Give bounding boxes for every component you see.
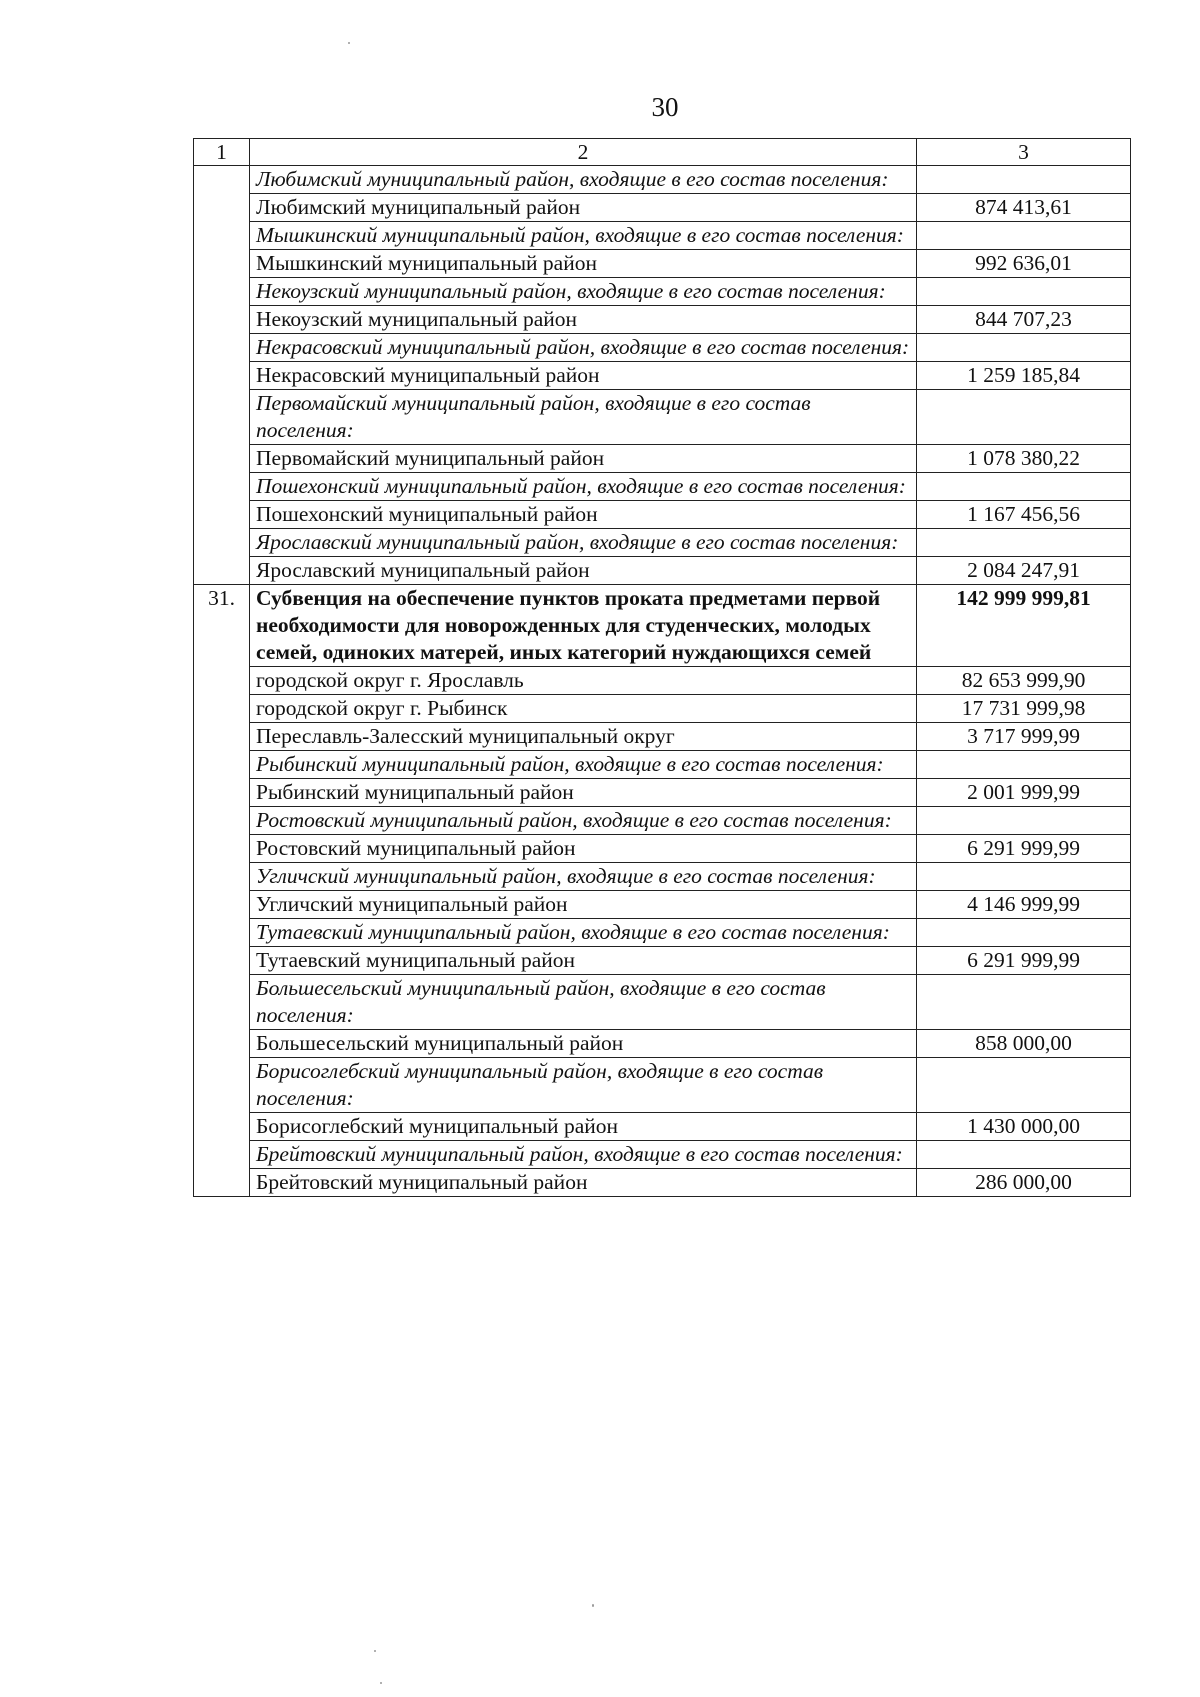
district-name: Переславль-Залесский муниципальный округ [250,723,917,751]
district-name: Ростовский муниципальный район [250,835,917,863]
district-name: городской округ г. Ярославль [250,667,917,695]
section-title: Субвенция на обеспечение пунктов проката предметами первой необходимости для новорожденных для студенческих, молодых семей, одиноких матерей, иных категорий нуждающихся семей [250,585,917,667]
group-row [194,166,1131,194]
group-row [194,751,1131,779]
empty-value-cell [917,863,1131,891]
district-value: 844 707,23 [917,306,1131,334]
group-label: Ярославский муниципальный район, входящие в его состав поселения: [250,529,917,557]
group-row [194,807,1131,835]
empty-value-cell [917,222,1131,250]
district-row [194,557,1131,585]
district-name: Пошехонский муниципальный район [250,501,917,529]
group-label: Пошехонский муниципальный район, входящие в его состав поселения: [250,473,917,501]
district-value: 82 653 999,90 [917,667,1131,695]
empty-value-cell [917,807,1131,835]
group-row [194,1141,1131,1169]
district-value: 858 000,00 [917,1030,1131,1058]
district-value: 1 259 185,84 [917,362,1131,390]
group-row [194,975,1131,1030]
empty-value-cell [917,1058,1131,1113]
district-row [194,891,1131,919]
section-number: 31. [194,585,250,1197]
empty-value-cell [917,919,1131,947]
district-row [194,445,1131,473]
district-value: 3 717 999,99 [917,723,1131,751]
district-name: Большесельский муниципальный район [250,1030,917,1058]
district-row [194,835,1131,863]
section-total: 142 999 999,81 [917,585,1131,667]
district-value: 2 001 999,99 [917,779,1131,807]
header-cell-2: 2 [250,139,917,166]
district-row [194,306,1131,334]
empty-value-cell [917,166,1131,194]
empty-value-cell [917,390,1131,445]
district-value: 874 413,61 [917,194,1131,222]
empty-value-cell [917,975,1131,1030]
group-row [194,529,1131,557]
district-name: Рыбинский муниципальный район [250,779,917,807]
district-row [194,501,1131,529]
subsidy-table [193,138,1131,1197]
header-cell-3: 3 [917,139,1131,166]
district-value: 992 636,01 [917,250,1131,278]
header-cell-1: 1 [194,139,250,166]
district-row [194,194,1131,222]
group-row [194,278,1131,306]
district-value: 6 291 999,99 [917,835,1131,863]
district-row [194,947,1131,975]
group-label: Первомайский муниципальный район, входящие в его состав поселения: [250,390,917,445]
section-title-row [194,585,1131,667]
district-name: Тутаевский муниципальный район [250,947,917,975]
group-label: Некрасовский муниципальный район, входящие в его состав поселения: [250,334,917,362]
group-label: Борисоглебский муниципальный район, входящие в его состав поселения: [250,1058,917,1113]
empty-value-cell [917,529,1131,557]
scan-speck [592,1604,594,1607]
district-name: Первомайский муниципальный район [250,445,917,473]
district-row [194,1113,1131,1141]
group-label: Некоузский муниципальный район, входящие в его состав поселения: [250,278,917,306]
district-row [194,250,1131,278]
district-name: Некрасовский муниципальный район [250,362,917,390]
empty-value-cell [917,751,1131,779]
group-label: Тутаевский муниципальный район, входящие в его состав поселения: [250,919,917,947]
district-name: Угличский муниципальный район [250,891,917,919]
table-header-row [194,139,1131,166]
district-row [194,723,1131,751]
group-label: Брейтовский муниципальный район, входящие в его состав поселения: [250,1141,917,1169]
district-value: 4 146 999,99 [917,891,1131,919]
district-value: 1 167 456,56 [917,501,1131,529]
empty-value-cell [917,334,1131,362]
district-value: 1 078 380,22 [917,445,1131,473]
empty-value-cell [917,278,1131,306]
group-row [194,473,1131,501]
district-name: Некоузский муниципальный район [250,306,917,334]
scan-speck [348,42,350,44]
district-value: 286 000,00 [917,1169,1131,1197]
district-name: Любимский муниципальный район [250,194,917,222]
scan-speck [374,1650,376,1652]
district-name: Борисоглебский муниципальный район [250,1113,917,1141]
district-row [194,667,1131,695]
scan-speck [380,1682,382,1684]
district-value: 17 731 999,98 [917,695,1131,723]
group-label: Любимский муниципальный район, входящие в его состав поселения: [250,166,917,194]
district-row [194,362,1131,390]
section-number-cell [194,166,250,585]
group-label: Большесельский муниципальный район, входящие в его состав поселения: [250,975,917,1030]
district-value: 2 084 247,91 [917,557,1131,585]
group-label: Рыбинский муниципальный район, входящие в его состав поселения: [250,751,917,779]
district-row [194,1030,1131,1058]
district-name: Мышкинский муниципальный район [250,250,917,278]
district-row [194,695,1131,723]
district-value: 1 430 000,00 [917,1113,1131,1141]
group-label: Угличский муниципальный район, входящие в его состав поселения: [250,863,917,891]
district-value: 6 291 999,99 [917,947,1131,975]
group-row [194,919,1131,947]
group-label: Мышкинский муниципальный район, входящие в его состав поселения: [250,222,917,250]
group-row [194,863,1131,891]
page-number: 30 [651,92,679,122]
group-row [194,1058,1131,1113]
district-name: городской округ г. Рыбинск [250,695,917,723]
district-row [194,1169,1131,1197]
district-row [194,779,1131,807]
group-label: Ростовский муниципальный район, входящие в его состав поселения: [250,807,917,835]
district-name: Брейтовский муниципальный район [250,1169,917,1197]
empty-value-cell [917,473,1131,501]
district-name: Ярославский муниципальный район [250,557,917,585]
group-row [194,222,1131,250]
group-row [194,390,1131,445]
empty-value-cell [917,1141,1131,1169]
group-row [194,334,1131,362]
